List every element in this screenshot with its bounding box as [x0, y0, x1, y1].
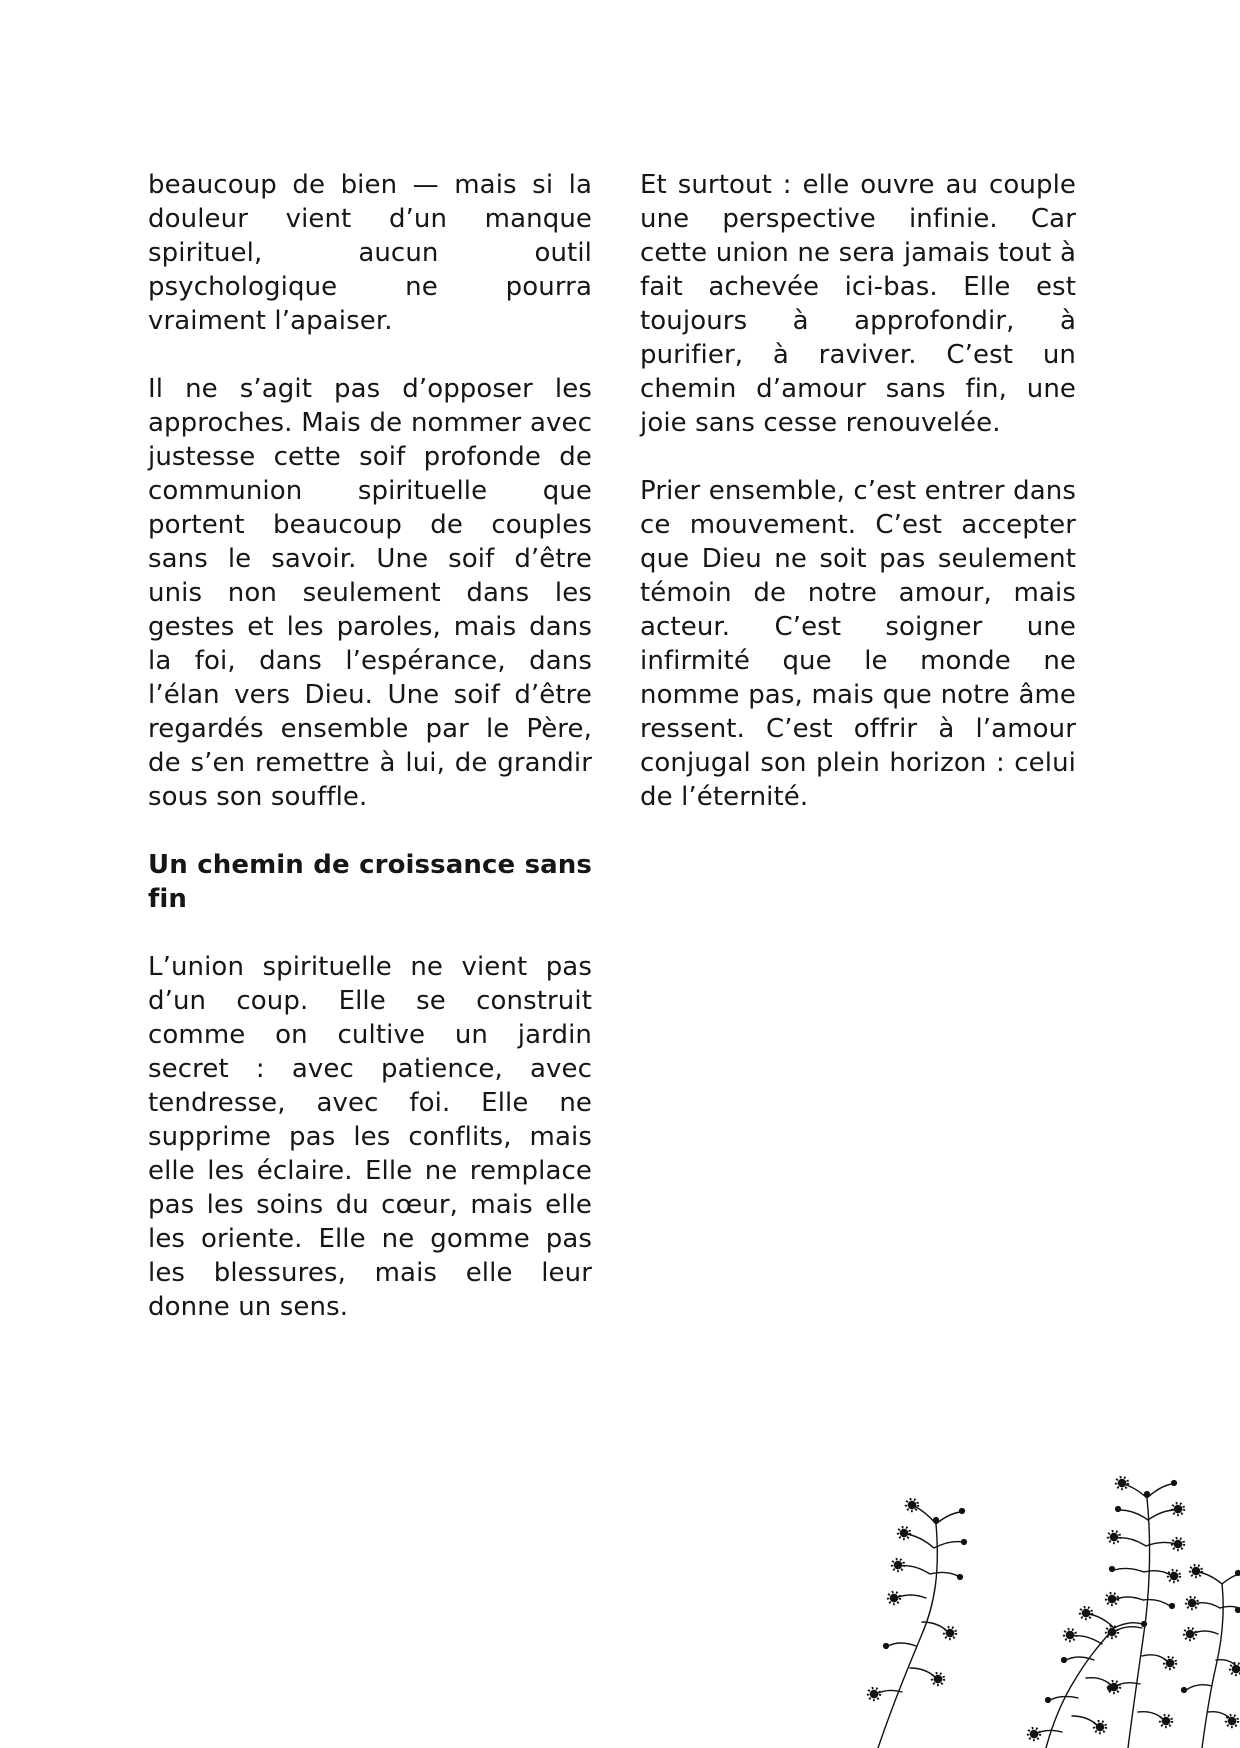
paragraph-prier-ensemble: Prier ensemble, c’est entrer dans ce mouvement. C’est accepter que Dieu ne soit pas seulement témoin de notre amour, mais acteur. C’est soigner une infirmité que le monde ne nomme pas, mais que notre âme ressent. C’est offrir à l’amour conjugal son plein horizon : celui de l’éternité. [640, 476, 1076, 812]
paragraph-union-spirituelle: L’union spirituelle ne vient pas d’un coup. Elle se construit comme on cultive un jardin secret : avec patience, avec tendresse, avec foi. Elle ne supprime pas les conflits, mais elle les éclaire. Elle ne remplace pas les soins du cœur, mais elle les oriente. Elle ne gomme pas les blessures, mais elle leur donne un sens. [148, 952, 592, 1322]
stems [876, 1484, 1240, 1748]
gypsophila-floral-illustration [850, 1476, 1240, 1748]
left-column [148, 168, 592, 1324]
paragraph-soif-communion: Il ne s’agit pas d’opposer les approches. Mais de nommer avec justesse cette soif profonde de communion spirituelle que portent beaucoup de couples sans le savoir. Une soif d’être unis non seulement dans les gestes et les paroles, mais dans la foi, dans l’espérance, dans l’élan vers Dieu. Une soif d’être regardés ensemble par le Père, de s’en remettre à lui, de grandir sous son souffle. [148, 374, 592, 812]
paragraph-psychology: beaucoup de bien — mais si la douleur vient d’un manque spirituel, aucun outil psychologique ne pourra vraiment l’apaiser. [148, 170, 592, 336]
two-column-text [148, 168, 1076, 1324]
section-heading: Un chemin de croissance sans fin [148, 850, 592, 914]
flowers [868, 1477, 1240, 1740]
paragraph-perspective-infinie: Et surtout : elle ouvre au couple une perspective infinie. Car cette union ne sera jamais tout à fait achevée ici-bas. Elle est toujours à approfondir, à purifier, à raviver. C’est un chemin d’amour sans fin, une joie sans cesse renouvelée. [640, 170, 1076, 438]
right-column [640, 168, 1076, 1324]
